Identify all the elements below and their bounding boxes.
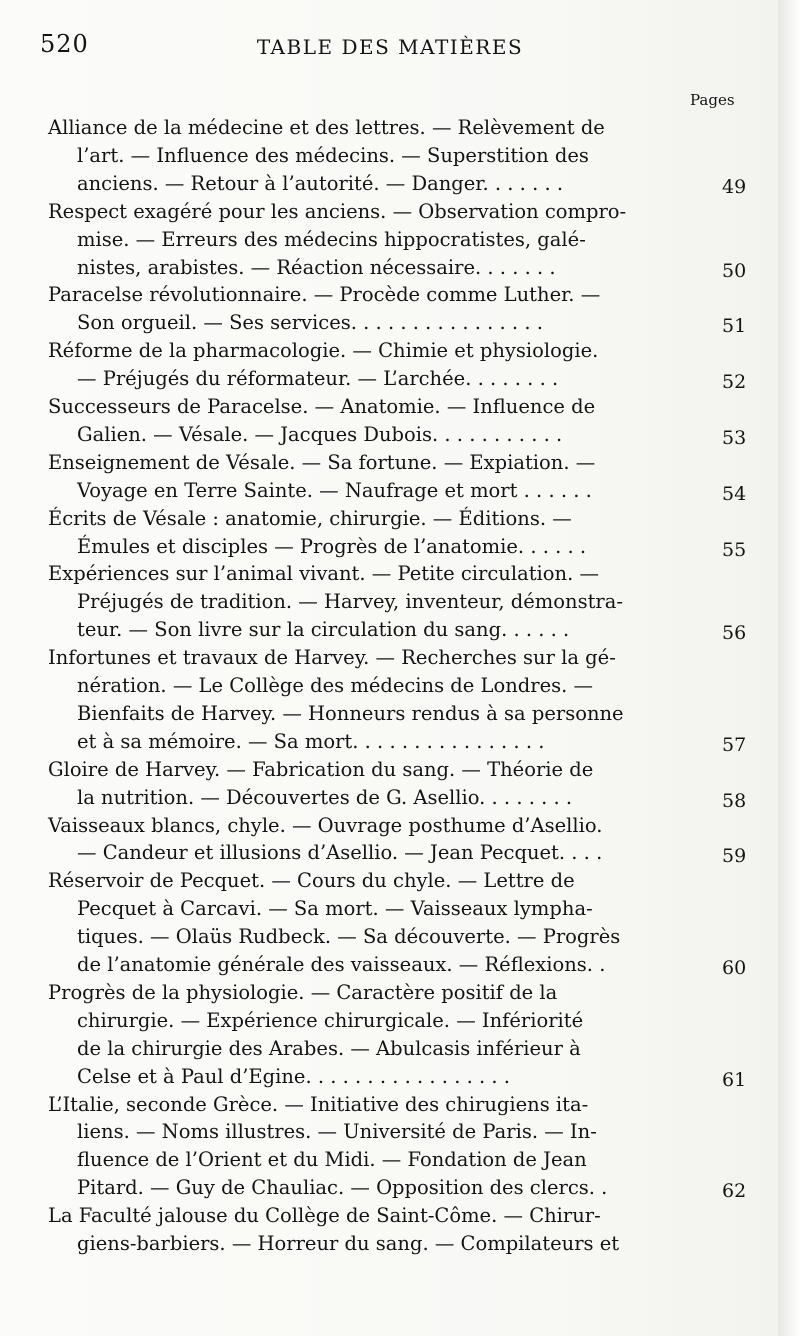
toc-entry-continuation-line: Préjugés de tradition. — Harvey, inventeur, démonstra- <box>77 590 623 614</box>
toc-page-number: 62 <box>722 1180 747 1203</box>
toc-entry-first-line: Enseignement de Vésale. — Sa fortune. — Expiation. — <box>48 450 596 474</box>
toc-entry-first-line: Infortunes et travaux de Harvey. — Recherches sur la gé- <box>48 646 616 670</box>
toc-entry-first-line: Réservoir de Pecquet. — Cours du chyle. — Lettre de <box>48 869 575 893</box>
toc-page-number: 49 <box>722 175 747 198</box>
page-number: 520 <box>40 30 89 58</box>
toc-entry-continuation-line: Émules et disciples — Progrès de l’anatomie. . . . . . <box>77 534 587 558</box>
toc-entry-continuation-line: Galien. — Vésale. — Jacques Dubois. . . . . . . . . . . <box>77 422 563 446</box>
toc-entry-first-line: Gloire de Harvey. — Fabrication du sang. — Théorie de <box>48 757 594 781</box>
toc-page-number: 58 <box>722 789 747 812</box>
toc-page-number: 55 <box>722 538 747 561</box>
running-head-title: TABLE DES MATIÈRES <box>256 35 524 59</box>
toc-entry-first-line: Progrès de la physiologie. — Caractère positif de la <box>48 980 558 1004</box>
toc-entry-continuation-line: Voyage en Terre Sainte. — Naufrage et mort . . . . . . <box>77 478 592 502</box>
toc-entry-continuation-line: Pitard. — Guy de Chauliac. — Opposition des clercs. . <box>77 1176 608 1200</box>
toc-entry-first-line: Successeurs de Paracelse. — Anatomie. — Influence de <box>48 395 596 418</box>
toc-entry-continuation-line: de la chirurgie des Arabes. — Abulcasis inférieur à <box>77 1036 581 1060</box>
toc-entry-first-line: Réforme de la pharmacologie. — Chimie et physiologie. <box>48 339 599 363</box>
toc-entry-continuation-line: mise. — Erreurs des médecins hippocratistes, galé- <box>77 227 586 251</box>
toc-entry-continuation-line: nistes, arabistes. — Réaction nécessaire. . . . . . . <box>77 255 556 279</box>
toc-entry-continuation-line: Bienfaits de Harvey. — Honneurs rendus à sa personne <box>77 701 624 725</box>
toc-page-number: 51 <box>722 315 747 338</box>
toc-entry-continuation-line: — Candeur et illusions d’Asellio. — Jean Pecquet. . . . <box>77 841 603 865</box>
toc-entry-first-line: La Faculté jalouse du Collège de Saint-Côme. — Chirur- <box>48 1204 601 1228</box>
toc-page-number: 50 <box>722 259 747 282</box>
toc-entry-continuation-line: et à sa mémoire. — Sa mort. . . . . . . . . . . . . . . . <box>77 729 545 753</box>
toc-page-number: 59 <box>722 845 747 868</box>
toc-entry-continuation-line: chirurgie. — Expérience chirurgicale. — Infériorité <box>77 1008 584 1032</box>
toc-entry-continuation-line: teur. — Son livre sur la circulation du sang. . . . . . <box>77 618 570 642</box>
toc-page-number: 53 <box>722 426 747 449</box>
toc-page-number: 61 <box>722 1068 747 1091</box>
toc-entry-continuation-line: anciens. — Retour à l’autorité. — Danger. . . . . . . <box>77 171 564 195</box>
toc-entry-first-line: L’Italie, seconde Grèce. — Initiative des chirugiens ita- <box>48 1092 589 1116</box>
toc-entry-continuation-line: de l’anatomie générale des vaisseaux. — Réflexions. . <box>77 953 606 976</box>
toc-entry-first-line: Vaisseaux blancs, chyle. — Ouvrage posthume d’Asellio. <box>48 813 603 837</box>
toc-entry-first-line: Paracelse révolutionnaire. — Procède comme Luther. — <box>48 283 601 307</box>
toc-entry-continuation-line: Celse et à Paul d’Egine. . . . . . . . . . . . . . . . . <box>77 1064 510 1088</box>
toc-entry-continuation-line: l’art. — Influence des médecins. — Superstition des <box>77 143 589 167</box>
toc-entry-continuation-line: liens. — Noms illustres. — Université de Paris. — In- <box>77 1120 597 1144</box>
toc-page-number: 54 <box>722 482 747 505</box>
toc-entry-first-line: Respect exagéré pour les anciens. — Observation compro- <box>48 199 627 223</box>
toc-entry-continuation-line: tiques. — Olaüs Rudbeck. — Sa découverte. — Progrès <box>77 925 621 949</box>
toc-page-number: 60 <box>722 957 747 979</box>
toc-entry-continuation-line: nération. — Le Collège des médecins de Londres. — <box>77 674 594 697</box>
toc-entry-first-line: Expériences sur l’animal vivant. — Petite circulation. — <box>48 562 599 586</box>
toc-entry-first-line: Alliance de la médecine et des lettres. — Relèvement de <box>48 116 605 139</box>
toc-entry-continuation-line: giens-barbiers. — Horreur du sang. — Compilateurs et <box>77 1232 620 1255</box>
toc-entry-continuation-line: fluence de l’Orient et du Midi. — Fondation de Jean <box>77 1148 587 1172</box>
toc-page-number: 56 <box>722 622 747 645</box>
toc-page-number: 57 <box>722 733 747 756</box>
page-edge <box>778 0 800 1336</box>
toc-entry-continuation-line: la nutrition. — Découvertes de G. Asellio. . . . . . . . <box>77 785 573 809</box>
toc-entry-first-line: Écrits de Vésale : anatomie, chirurgie. — Éditions. — <box>48 506 572 530</box>
toc-page-number: 52 <box>722 371 747 394</box>
toc-entry-continuation-line: Son orgueil. — Ses services. . . . . . . . . . . . . . . . <box>77 311 543 335</box>
toc-entry-continuation-line: Pecquet à Carcavi. — Sa mort. — Vaisseaux lympha- <box>77 897 593 921</box>
pages-column-label: Pages <box>690 91 735 109</box>
toc-entry-continuation-line: — Préjugés du réformateur. — L’archée. . . . . . . . <box>77 367 559 391</box>
